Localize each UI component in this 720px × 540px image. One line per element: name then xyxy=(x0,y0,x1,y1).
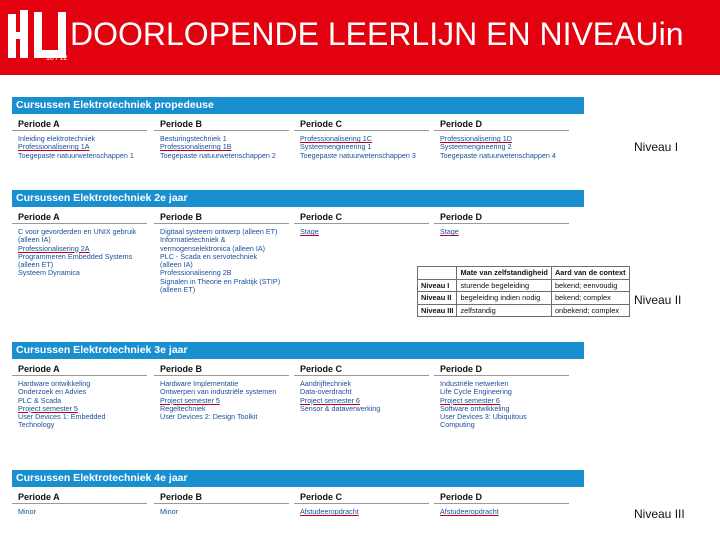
course-item: Hardware Implementatie xyxy=(160,380,239,388)
course-item: Besturingstechniek 1 xyxy=(160,135,227,143)
course-item: Software ontwikkeling xyxy=(440,404,510,413)
year-block xyxy=(12,97,584,182)
course-item: Informatietechniek & xyxy=(160,236,226,245)
course-item: Afstudeeropdracht xyxy=(300,508,359,516)
course-item: Hardware ontwikkeling xyxy=(18,380,91,388)
course-item: Stage xyxy=(300,228,319,236)
course-item: Industriële netwerken xyxy=(440,380,509,388)
period-column xyxy=(294,211,429,236)
niveau-label-3: Niveau III xyxy=(634,507,685,521)
level-table-header xyxy=(418,267,457,280)
course-item: Programmeren Embedded Systems xyxy=(18,252,133,261)
hu-logo xyxy=(8,8,68,62)
year-header: Cursussen Elektrotechniek 3e jaar xyxy=(12,342,584,359)
course-item: Regeltechniek xyxy=(160,404,206,413)
period-heading: Periode D xyxy=(434,211,569,224)
period-heading: Periode C xyxy=(294,363,429,376)
course-item: Ontwerpen van industriële systemen xyxy=(160,388,277,397)
period-heading: Periode A xyxy=(12,363,147,376)
period-column xyxy=(434,363,569,430)
course-item: (alleen IA) xyxy=(18,236,51,245)
year-header: Cursussen Elektrotechniek 4e jaar xyxy=(12,470,584,487)
period-heading: Periode A xyxy=(12,211,147,224)
course-item: Project semester 6 xyxy=(440,396,500,405)
course-item: Aandrijftechniek xyxy=(300,380,352,388)
level-table-cell: Niveau III xyxy=(418,304,457,317)
course-item: User Devices 2: Design Toolkit xyxy=(160,413,258,422)
course-item: Stage xyxy=(440,228,459,236)
level-table-row xyxy=(418,279,630,292)
period-heading: Periode B xyxy=(154,491,289,504)
level-table-cell: sturende begeleiding xyxy=(457,279,551,292)
course-item: Systeemengineering 1 xyxy=(300,143,372,152)
header-bar xyxy=(0,0,720,75)
course-item: Afstudeeropdracht xyxy=(440,508,499,516)
page-title: DOORLOPENDE LEERLIJN EN NIVEAUin xyxy=(70,16,684,52)
course-item: Onderzoek en Advies xyxy=(18,388,87,397)
year-block xyxy=(12,342,584,457)
level-table-cell: onbekend; complex xyxy=(551,304,629,317)
period-heading: Periode C xyxy=(294,211,429,224)
course-item: C voor gevorderden en UNIX gebruik xyxy=(18,228,137,236)
course-item: Toegepaste natuurwetenschappen 3 xyxy=(300,151,416,160)
niveau-label-2: Niveau II xyxy=(634,293,682,307)
course-item: Professionalisering 1B xyxy=(160,143,232,152)
course-item: (alleen ET) xyxy=(160,286,196,295)
level-table-header-row xyxy=(418,267,630,280)
period-column xyxy=(12,491,147,516)
year-header: Cursussen Elektrotechniek 2e jaar xyxy=(12,190,584,207)
course-item: (alleen IA) xyxy=(160,261,193,270)
level-table-cell: Niveau I xyxy=(418,279,457,292)
year-header: Cursussen Elektrotechniek propedeuse xyxy=(12,97,584,114)
course-item: Professionalisering 2B xyxy=(160,269,232,278)
period-heading: Periode D xyxy=(434,363,569,376)
period-heading: Periode A xyxy=(12,118,147,131)
course-item: Professionalisering 1A xyxy=(18,143,90,152)
course-item: Project semester 5 xyxy=(160,396,220,405)
course-item: Technology xyxy=(18,421,55,430)
level-table-cell: Niveau II xyxy=(418,292,457,305)
period-column xyxy=(434,491,569,516)
course-item: Toegepaste natuurwetenschappen 4 xyxy=(440,151,556,160)
course-item: Project semester 5 xyxy=(18,404,78,413)
period-column xyxy=(294,491,429,516)
course-item: PLC & Scada xyxy=(18,396,62,405)
course-item: Inleiding elektrotechniek xyxy=(18,135,96,143)
period-heading: Periode D xyxy=(434,491,569,504)
period-heading: Periode B xyxy=(154,211,289,224)
course-item: Digitaal systeem ontwerp (alleen ET) xyxy=(160,228,278,236)
period-column xyxy=(12,363,147,430)
period-heading: Periode D xyxy=(434,118,569,131)
course-item: Minor xyxy=(160,508,178,516)
period-column xyxy=(12,211,147,278)
course-item: Signalen in Theorie en Praktijk (STIP) xyxy=(160,277,281,286)
period-heading: Periode B xyxy=(154,118,289,131)
course-item: Project semester 6 xyxy=(300,396,360,405)
page-number: 10 / 12 xyxy=(46,55,68,62)
course-item: User Devices 1: Embedded xyxy=(18,413,106,422)
level-table-cell: bekend; complex xyxy=(551,292,629,305)
course-item: (alleen ET) xyxy=(18,261,54,270)
niveau-label-1: Niveau I xyxy=(634,140,679,154)
level-table-cell: bekend; eenvoudig xyxy=(551,279,629,292)
period-column xyxy=(154,211,289,294)
course-item: Data-overdracht xyxy=(300,388,352,397)
course-item: Minor xyxy=(18,508,36,516)
period-column xyxy=(294,363,429,413)
period-heading: Periode C xyxy=(294,118,429,131)
level-table xyxy=(417,266,630,317)
period-column xyxy=(12,118,147,160)
course-item: User Devices 3: Ubiquitous xyxy=(440,413,527,422)
course-item: Sensor & dataverwerking xyxy=(300,404,381,413)
period-column xyxy=(154,491,289,516)
course-item: PLC - Scada en servotechniek xyxy=(160,252,258,261)
level-table-header: Mate van zelfstandigheid xyxy=(457,267,551,280)
level-table-row xyxy=(418,292,630,305)
course-item: Systeemengineering 2 xyxy=(440,143,512,152)
period-column xyxy=(154,118,289,160)
period-heading: Periode A xyxy=(12,491,147,504)
course-item: vermogenselektronica (alleen IA) xyxy=(160,244,266,253)
course-item: Life Cycle Engineering xyxy=(440,388,512,397)
course-item: Systeem Dynamica xyxy=(18,269,80,278)
period-column xyxy=(434,211,569,236)
year-block xyxy=(12,470,584,530)
course-item: Professionalisering 1C xyxy=(300,135,372,143)
level-table-row xyxy=(418,304,630,317)
course-item: Professionalisering 2A xyxy=(18,244,90,253)
period-heading: Periode C xyxy=(294,491,429,504)
level-table-cell: begeleiding indien nodig xyxy=(457,292,551,305)
period-column xyxy=(434,118,569,160)
course-item: Toegepaste natuurwetenschappen 2 xyxy=(160,151,276,160)
course-item: Toegepaste natuurwetenschappen 1 xyxy=(18,151,134,160)
period-heading: Periode B xyxy=(154,363,289,376)
period-column xyxy=(294,118,429,160)
course-item: Professionalisering 1D xyxy=(440,135,512,143)
course-item: Computing xyxy=(440,421,475,430)
level-table-cell: zelfstandig xyxy=(457,304,551,317)
level-table-header: Aard van de context xyxy=(551,267,629,280)
period-column xyxy=(154,363,289,421)
